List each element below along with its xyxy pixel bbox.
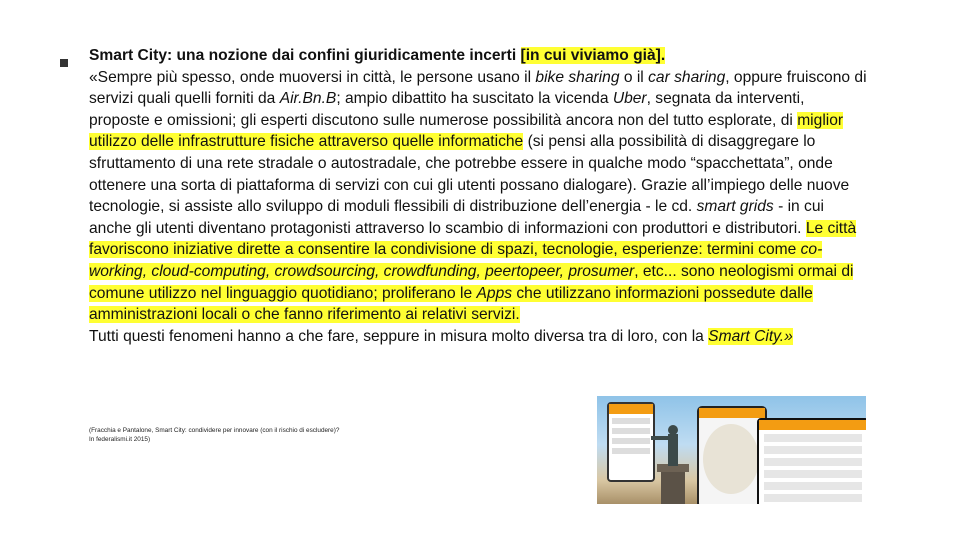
term-airbnb: Air.Bn.B: [279, 90, 337, 108]
highlight-cities-text: Le città favoriscono iniziative dirette a consentire la condivisione di spazi, tecnologie, esperienze: termini come: [89, 219, 857, 259]
term-car-sharing: car sharing: [648, 68, 726, 86]
quote-text: (si pensi alla possibilità di disaggregare lo sfruttamento di una rete stradale o autostradale, che potrebbe essere in qualche modo “spacchettata”, onde ottenere una sorta di piattaforma di servizi con cui gli utenti possano dialogare). Grazie all’impiego delle nuove tecnologie, si assiste allo sviluppo di moduli flessibili di distribuzione dell’energia - le cd.: [89, 133, 850, 216]
quote-text: , segnata da interventi, proposte e omissioni; gli esperti discutono sulle numerose possibilità ancora non del tutto esplorate, di: [89, 90, 805, 129]
term-uber: Uber: [612, 90, 647, 108]
statue-icon: [647, 420, 699, 504]
title-line: [89, 45, 869, 67]
smart-city-highlight: Smart City.»: [708, 327, 793, 345]
highlight-cities-text: , etc... sono neologismi ormai di comune utilizzo nel linguaggio quotidiano; proliferano le: [89, 262, 854, 302]
quote-text: o il: [619, 68, 649, 86]
highlight-infrastructure: miglior utilizzo delle infrastrutture fisiche attraverso quelle informatiche: [89, 111, 844, 151]
quote-text: - in cui anche gli utenti diventano protagonisti attraverso lo scambio di informazioni con produttori e distributori.: [89, 198, 824, 237]
quote-text: , oppure fruiscono di servizi quali quelli forniti da: [89, 68, 867, 108]
closing-paragraph: [89, 326, 869, 348]
citation-line-2: In federalismi.it 2015): [89, 436, 151, 443]
phone-list-icon: [757, 418, 866, 504]
highlight-cities-text: che utilizzano informazioni possedute dalle amministrazioni locali o che fanno riferimento ai relativi servizi.: [89, 284, 813, 324]
quote-text: ; ampio dibattito ha suscitato la vicenda: [336, 90, 613, 108]
closing-text: Tutti questi fenomeni hanno a che fare, seppure in misura molto diversa tra di loro, con la: [89, 327, 709, 345]
term-apps: Apps: [476, 284, 513, 302]
term-sharing-neologisms: co-working, cloud-computing, crowdsourcing, crowdfunding, peertopeer, prosumer: [89, 241, 823, 280]
slide-body: [89, 45, 869, 347]
citation-line-1: (Fracchia e Pantalone, Smart City: condividere per innovare (con il rischio di escludere)?: [89, 427, 340, 434]
smart-city-apps-photo: [597, 396, 866, 504]
citation: [89, 426, 339, 444]
term-smart-grids: smart grids: [696, 198, 774, 216]
slide-title: Smart City: una nozione dai confini giuridicamente incerti: [89, 47, 517, 64]
slide-title-highlight: [in cui viviamo già].: [520, 47, 666, 64]
quote-text: «Sempre più spesso, onde muoversi in città, le persone usano il: [89, 68, 536, 86]
bullet-square: [60, 59, 68, 67]
quote-paragraph: [89, 67, 869, 326]
term-bike-sharing: bike sharing: [535, 68, 620, 86]
